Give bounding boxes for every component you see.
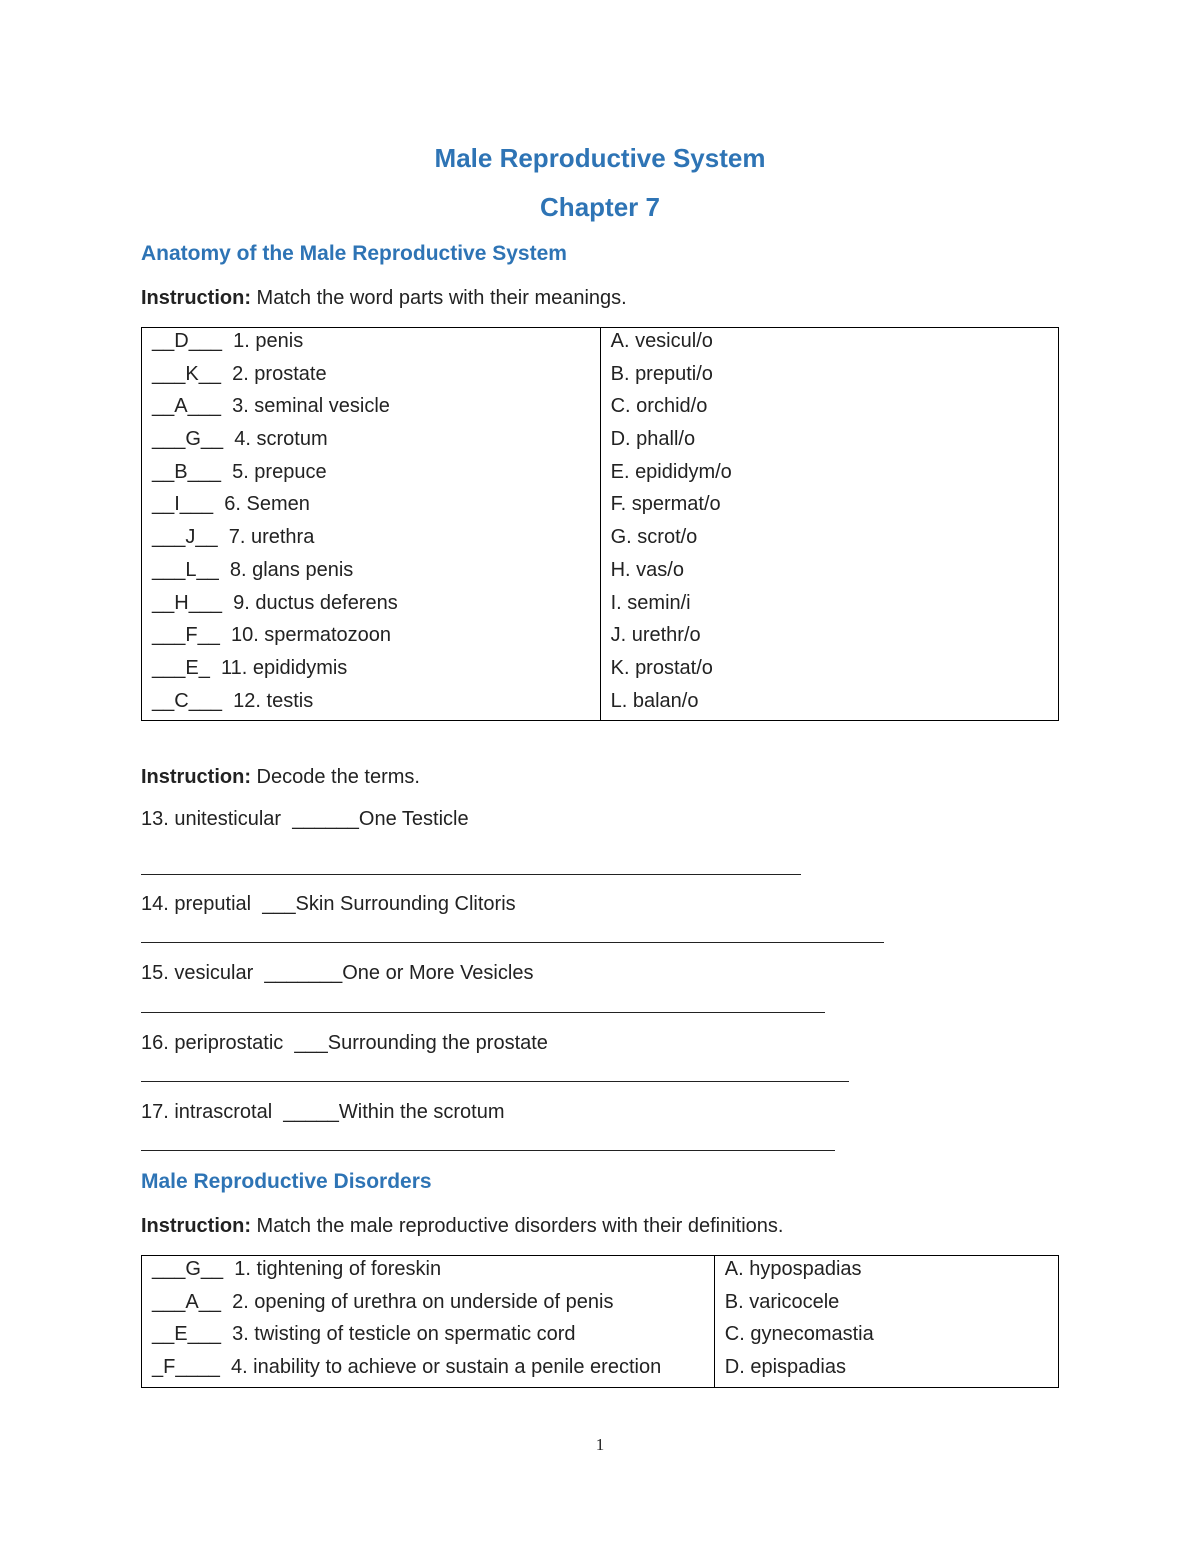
word-parts-column [600,328,1058,721]
word-part-option-row: B. preputi/o [610,362,713,385]
word-part-option-row: G. scrot/o [610,526,698,549]
instruction-text: Match the male reproductive disorders with their definitions. [251,1215,784,1237]
section-heading-disorders: Male Reproductive Disorders [141,1170,432,1193]
instruction-label: Instruction: [141,287,251,309]
disorder-definition-row: __E___ 3. twisting of testicle on spermatic cord [152,1323,576,1346]
answer-line [141,942,884,943]
answer-line [141,874,801,875]
matching-term-row: __C___ 12. testis [152,689,314,712]
instruction-match-disorders [141,1215,783,1238]
section-heading-anatomy: Anatomy of the Male Reproductive System [141,242,567,265]
decode-item-17: 17. intrascrotal _____Within the scrotum [141,1101,505,1123]
disorders-matching-table [141,1255,1059,1388]
word-part-option-row: K. prostat/o [610,656,713,679]
disorder-definition-row: ___G__ 1. tightening of foreskin [152,1258,442,1280]
answer-line [141,1150,835,1151]
disorder-definition-row: ___A__ 2. opening of urethra on underside of penis [152,1290,614,1313]
matching-term-row: ___J__ 7. urethra [152,526,315,549]
instruction-decode-terms [141,766,420,789]
matching-term-row: __B___ 5. prepuce [152,460,327,483]
matching-term-row: ___F__ 10. spermatozoon [152,624,392,647]
instruction-text: Decode the terms. [251,766,420,788]
page-number: 1 [595,1435,605,1454]
word-part-option-row: J. urethr/o [610,624,701,647]
disorder-option-row: C. gynecomastia [724,1323,874,1346]
instruction-text: Match the word parts with their meanings. [251,287,627,309]
disorder-option-row: A. hypospadias [724,1258,862,1280]
matching-term-row: ___K__ 2. prostate [152,362,327,385]
decode-item-14: 14. preputial ___Skin Surrounding Clitoris [141,893,516,915]
decode-item-13: 13. unitesticular ______One Testicle [141,808,469,830]
matching-term-row: __H___ 9. ductus deferens [152,591,398,614]
terms-column [142,328,601,721]
disorders-column [714,1256,1058,1388]
matching-term-row: __I___ 6. Semen [152,493,310,516]
instruction-label: Instruction: [141,766,251,788]
answer-line [141,1081,849,1082]
decode-item-15: 15. vesicular _______One or More Vesicles [141,962,534,984]
definitions-column [142,1256,715,1388]
word-part-option-row: I. semin/i [610,591,691,614]
word-part-option-row: H. vas/o [610,558,684,581]
matching-term-row: ___G__ 4. scrotum [152,428,328,451]
word-part-option-row: L. balan/o [610,689,699,712]
matching-term-row: ___L__ 8. glans penis [152,558,354,581]
instruction-label: Instruction: [141,1215,251,1237]
matching-term-row: ___E_ 11. epididymis [152,656,348,679]
matching-term-row: __D___ 1. penis [152,330,304,352]
instruction-match-word-parts [141,287,627,310]
word-part-option-row: C. orchid/o [610,395,708,418]
answer-line [141,1012,825,1013]
disorder-definition-row: _F____ 4. inability to achieve or sustain a penile erection [152,1356,662,1379]
word-part-option-row: A. vesicul/o [610,330,713,352]
word-parts-matching-table [141,327,1059,721]
document-title: Male Reproductive System [434,143,766,173]
word-part-option-row: F. spermat/o [610,493,721,516]
disorder-option-row: B. varicocele [724,1290,840,1313]
chapter-title: Chapter 7 [540,192,660,222]
word-part-option-row: D. phall/o [610,428,696,451]
disorder-option-row: D. epispadias [724,1356,846,1379]
matching-term-row: __A___ 3. seminal vesicle [152,395,390,418]
decode-item-16: 16. periprostatic ___Surrounding the prostate [141,1032,548,1054]
word-part-option-row: E. epididym/o [610,460,732,483]
